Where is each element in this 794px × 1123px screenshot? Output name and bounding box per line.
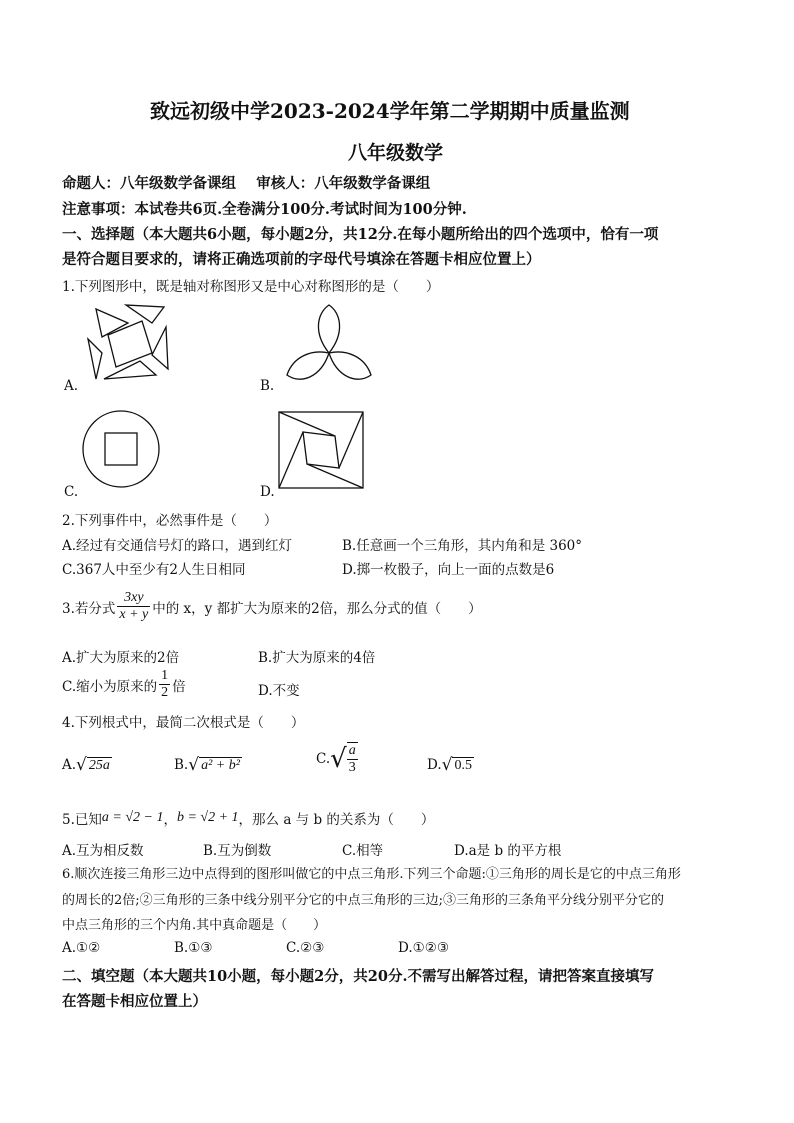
- q5-option-a: A.互为相反数: [62, 843, 144, 859]
- q5-option-c: C.相等: [342, 843, 384, 859]
- petal-top: [318, 305, 339, 353]
- radical-sign: √: [76, 755, 87, 775]
- figure-b-three-petals: [283, 303, 375, 385]
- section2-heading-line1: 二、填空题（本大题共10小题，每小题2分，共20分.不需写出解答过程，请把答案直接填写: [62, 968, 654, 985]
- q4-option-d-radicand: 0.5: [454, 757, 472, 773]
- q5-stem: [62, 808, 434, 828]
- q1-label-a: A.: [64, 378, 79, 394]
- center-square: [108, 321, 152, 367]
- exam-notice: 注意事项：本试卷共6页.全卷满分100分.考试时间为100分钟.: [62, 201, 467, 218]
- q4-option-a: [62, 755, 112, 775]
- q3-option-c-numerator: 1: [161, 668, 169, 683]
- q2-option-b: B.任意画一个三角形，其内角和是 360°: [342, 538, 583, 554]
- figure-a-triangles: [82, 303, 172, 385]
- q2-option-a: A.经过有交通信号灯的路口，遇到红灯: [62, 538, 293, 554]
- q4-option-c: [316, 742, 360, 776]
- q3-option-c-after: 倍: [172, 678, 186, 695]
- radical-sign: √: [441, 755, 453, 775]
- section1-heading-line1: 一、选择题（本大题共6小题，每小题2分，共12分.在每小题所给出的四个选项中，恰有一项: [62, 226, 659, 243]
- q5-expression-b: b = √2 + 1: [176, 810, 239, 825]
- q4-option-d-label: D.: [427, 757, 442, 773]
- q4-option-b-label: B.: [174, 757, 189, 773]
- triangle-right: [152, 327, 168, 369]
- q6-line2: 的周长的2倍;②三角形的三条中线分别平分它的中点三角形的三边;③三角形的三条角平分线分别平分它的: [62, 893, 665, 908]
- q3-fraction-denominator: x + y: [119, 607, 149, 622]
- q4-option-c-denominator: 3: [348, 760, 356, 775]
- q1-label-b: B.: [260, 378, 275, 394]
- q4-stem: 4.下列根式中，最简二次根式是（ ）: [62, 715, 305, 731]
- q3-fraction: [117, 590, 150, 623]
- q6-option-b: B.①③: [174, 940, 213, 956]
- q6-option-c: C.②③: [286, 940, 325, 956]
- q3-option-c-fraction: [159, 668, 170, 701]
- figure-c-circle-square: [80, 408, 162, 490]
- outer-circle: [83, 411, 159, 487]
- inner-square: [105, 433, 137, 465]
- exam-subtitle: 八年级数学: [348, 142, 444, 164]
- exam-authors: 命题人：八年级数学备课组 审核人：八年级数学备课组: [62, 175, 431, 192]
- q4-option-a-radicand: 25a: [88, 757, 110, 773]
- section1-heading-line2: 是符合题目要求的，请将正确选项前的字母代号填涂在答题卡相应位置上）: [62, 251, 541, 268]
- q2-stem: 2.下列事件中，必然事件是（ ）: [62, 513, 278, 529]
- q5-expression-a: a = √2 − 1: [101, 810, 164, 825]
- q5-stem-before: 5.已知: [62, 812, 102, 828]
- radical-sign: √: [188, 755, 200, 775]
- q1-stem: 1.下列图形中，既是轴对称图形又是中心对称图形的是（ ）: [62, 279, 440, 295]
- q4-option-c-label: C.: [316, 751, 331, 767]
- radical-sign: √: [330, 744, 347, 774]
- q4-option-c-numerator: a: [348, 743, 356, 758]
- triangle-left: [88, 339, 102, 379]
- q6-line1: 6.顺次连接三角形三边中点得到的图形叫做它的中点三角形.下列三个命题:①三角形的周长是它的中点三角形: [62, 867, 681, 882]
- q4-option-a-label: A.: [62, 757, 77, 773]
- q6-line3: 中点三角形的三个内角.其中真命题是（ ）: [62, 918, 327, 933]
- triangle-bottom: [104, 361, 156, 379]
- q3-option-a: A.扩大为原来的2倍: [62, 650, 180, 666]
- q1-label-c: C.: [64, 484, 79, 500]
- petal-left: [287, 352, 329, 379]
- q2-option-d: D.掷一枚骰子，向上一面的点数是6: [342, 562, 555, 578]
- q5-separator: ，: [163, 812, 177, 828]
- q5-option-b: B.互为倒数: [203, 843, 272, 859]
- q3-option-c: [62, 668, 186, 701]
- q3-option-c-before: C.缩小为原来的: [62, 678, 158, 695]
- q4-option-b: [174, 755, 242, 775]
- q3-option-b: B.扩大为原来的4倍: [258, 650, 376, 666]
- q2-option-c: C.367人中至少有2人生日相同: [62, 562, 246, 578]
- q5-stem-after: ，那么 a 与 b 的关系为（ ）: [238, 812, 435, 828]
- triangle-top-right: [126, 305, 164, 323]
- q3-option-c-denominator: 2: [161, 685, 169, 700]
- exam-title: 致远初级中学2023-2024学年第二学期期中质量监测: [150, 99, 630, 123]
- q5-option-d: D.a是 b 的平方根: [454, 843, 562, 859]
- q1-label-d: D.: [260, 484, 275, 500]
- figure-d-square-pinwheel: [277, 410, 367, 490]
- section2-heading-line2: 在答题卡相应位置上）: [62, 993, 207, 1010]
- q4-option-b-radicand: a² + b²: [201, 757, 240, 773]
- q3-stem: [62, 590, 482, 623]
- petal-right: [329, 352, 371, 379]
- q3-stem-before: 3.若分式: [62, 600, 116, 617]
- outer-square: [279, 412, 363, 488]
- q6-option-d: D.①②③: [398, 940, 449, 956]
- q3-fraction-numerator: 3xy: [117, 590, 150, 607]
- q4-option-d: [427, 755, 474, 775]
- q3-stem-after: 中的 x，y 都扩大为原来的2倍，那么分式的值（ ）: [152, 600, 482, 617]
- q6-option-a: A.①②: [62, 940, 101, 956]
- q4-option-c-radicand: [347, 742, 358, 776]
- inner-square: [303, 432, 339, 468]
- q3-option-d: D.不变: [258, 683, 300, 699]
